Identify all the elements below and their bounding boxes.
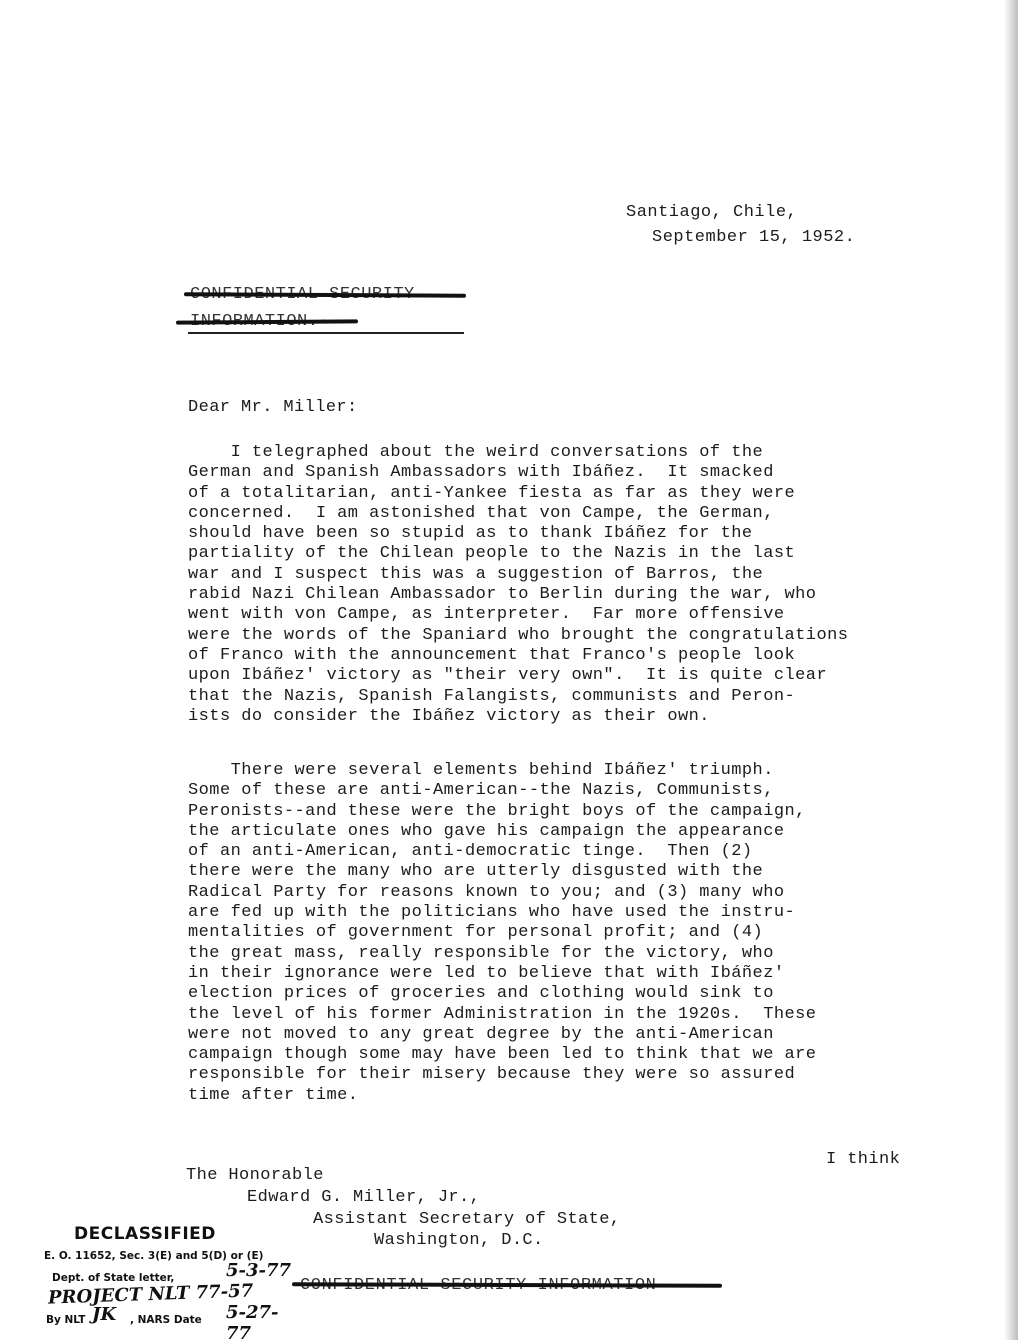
header-date: September 15, 1952. — [652, 228, 856, 247]
salutation: Dear Mr. Miller: — [188, 398, 358, 417]
page-edge-shadow — [1004, 0, 1018, 1340]
body-line: of Franco with the announcement that Franco's people look — [188, 645, 796, 665]
body-line: in their ignorance were led to believe that with Ibáñez' — [188, 963, 785, 983]
body-line: responsible for their misery because they were so assured — [188, 1065, 796, 1085]
body-line: should have been so stupid as to thank Ibáñez for the — [188, 524, 753, 544]
body-line: of a totalitarian, anti-Yankee fiesta as far as they were — [188, 483, 796, 503]
declassified-dept-label: Dept. of State letter, — [52, 1272, 175, 1284]
body-line: campaign though some may have been led to think that we are — [188, 1045, 817, 1065]
body-line: election prices of groceries and clothing would sink to — [188, 984, 774, 1004]
body-line: are fed up with the politicians who have used the instru- — [188, 903, 796, 923]
body-line: Radical Party for reasons known to you; and (3) many who — [188, 882, 785, 902]
body-line: of an anti-American, anti-democratic tinge. Then (2) — [188, 842, 753, 862]
body-line: were the words of the Spaniard who brought the congratulations — [188, 625, 849, 645]
declassified-title: DECLASSIFIED — [74, 1224, 216, 1244]
body-line: ists do consider the Ibáñez victory as their own. — [188, 706, 710, 726]
declassified-project: PROJECT NLT 77-57 — [47, 1280, 254, 1309]
body-line: war and I suspect this was a suggestion of Barros, the — [188, 564, 764, 584]
body-line: the level of his former Administration in the 1920s. These — [188, 1004, 817, 1024]
addressee-line-1: The Honorable — [186, 1166, 324, 1185]
body-line: There were several elements behind Ibáñez' triumph. — [188, 761, 774, 780]
body-paragraph-2 — [188, 761, 988, 1106]
body-line: I telegraphed about the weird conversations of the — [188, 443, 764, 462]
body-paragraph-1 — [188, 443, 988, 727]
continuation-catchword: I think — [826, 1150, 901, 1169]
body-line: concerned. I am astonished that von Campe, the German, — [188, 503, 774, 523]
body-line: partiality of the Chilean people to the Nazis in the last — [188, 544, 796, 564]
body-line: mentalities of government for personal profit; and (4) — [188, 923, 764, 943]
body-line: the articulate ones who gave his campaign the appearance — [188, 821, 785, 841]
strikethrough-mark — [176, 319, 358, 324]
body-line: German and Spanish Ambassadors with Ibáñez. It smacked — [188, 463, 774, 483]
declassified-nars-date: 5-27-77 — [226, 1302, 279, 1344]
addressee-line-3: Assistant Secretary of State, — [313, 1210, 621, 1229]
body-line: that the Nazis, Spanish Falangists, communists and Peron- — [188, 686, 796, 706]
addressee-line-2: Edward G. Miller, Jr., — [247, 1188, 481, 1207]
declassified-by-initials: JK — [92, 1304, 117, 1325]
body-line: rabid Nazi Chilean Ambassador to Berlin during the war, who — [188, 585, 817, 605]
underline-rule — [188, 332, 464, 334]
body-line: there were the many who are utterly disgusted with the — [188, 862, 764, 882]
body-line: the great mass, really responsible for the victory, who — [188, 943, 774, 963]
body-line: time after time. — [188, 1085, 359, 1105]
body-line: Peronists--and these were the bright boys of the campaign, — [188, 801, 806, 821]
body-line: were not moved to any great degree by the anti-American — [188, 1024, 774, 1044]
addressee-line-4: Washington, D.C. — [374, 1231, 544, 1250]
body-line: went with von Campe, as interpreter. Far more offensive — [188, 605, 785, 625]
header-place: Santiago, Chile, — [626, 203, 798, 222]
declassified-dept-date: 5-3-77 — [226, 1260, 292, 1281]
declassified-authority: E. O. 11652, Sec. 3(E) and 5(D) or (E) — [44, 1250, 264, 1262]
declassified-nars-label: , NARS Date — [130, 1314, 202, 1326]
declassified-by-label: By NLT — [46, 1314, 86, 1326]
body-line: upon Ibáñez' victory as "their very own". It is quite clear — [188, 666, 828, 686]
body-line: Some of these are anti-American--the Nazis, Communists, — [188, 781, 774, 801]
